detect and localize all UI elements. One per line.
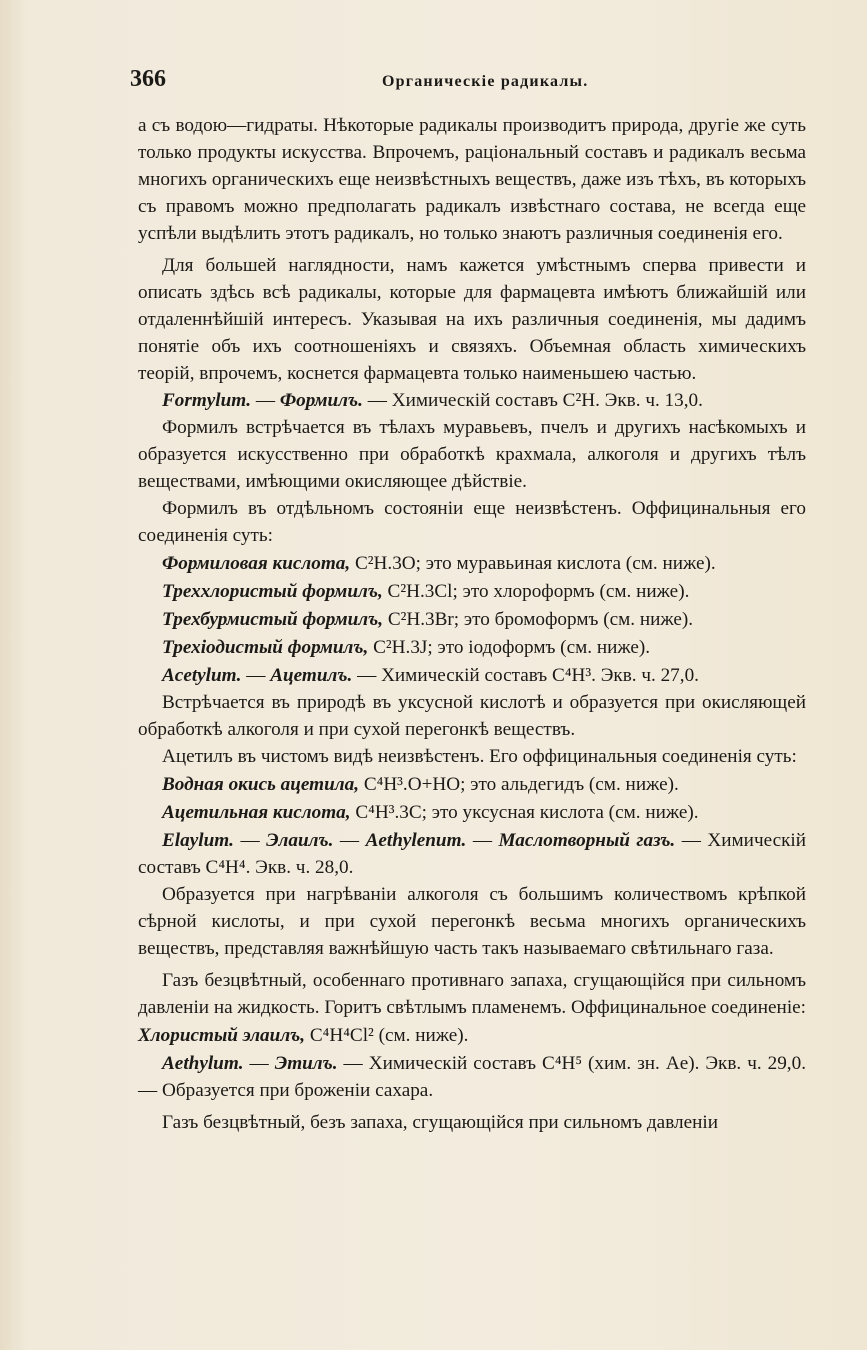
paragraph-2: Для большей наглядности, намъ кажется умѣстнымъ сперва привести и описать здѣсь всѣ радикалы, которые для фармацевта имѣютъ ближайшій или отдаленнѣйшій интересъ. Указывая на ихъ различныя соединенія, мы дадимъ понятіе объ ихъ соотношеніяхъ и связяхъ. Объемная область химическихъ теорій, впрочемъ, коснется фармацевта только наименьшею частью. <box>138 255 806 384</box>
formyl-russian: Формилъ. <box>279 390 363 411</box>
compound-item: Водная окись ацетила, C⁴H³.O+HO; это альдегидъ (см. ниже). <box>162 774 679 795</box>
compound-item: Треххлористый формилъ, C²H.3Cl; это хлороформъ (см. ниже). <box>162 581 690 602</box>
paragraph-1: а съ водою—гидраты. Нѣкоторые радикалы производитъ природа, другіе же суть только продукты искусства. Впрочемъ, раціональный составъ и радикалъ весьма многихъ органическихъ еще неизвѣстныхъ веществъ, даже изъ тѣхъ, въ которыхъ съ правомъ можно предполагать радикалъ извѣстнаго состава, не всегда еще успѣли выдѣлить этотъ радикалъ, но только знаютъ различныя соединенія его. <box>138 115 806 244</box>
page-number: 366 <box>130 66 166 92</box>
radical-acetyl: Acetylum. — Ацетилъ. — Химическій составъ C⁴H³. Экв. ч. 27,0. <box>162 665 699 686</box>
formyl-latin: Formylum. <box>162 390 252 411</box>
paragraph-7: Образуется при нагрѣваніи алкоголя съ большимъ количествомъ крѣпкой сѣрной кислоты, и при сухой перегонкѣ весьма многихъ органическихъ веществъ, представляя важнѣйшую часть такъ называемаго свѣтильнаго газа. <box>138 884 806 959</box>
compound-item: Трехіодистый формилъ, C²H.3J; это іодоформъ (см. ниже). <box>162 637 651 658</box>
paragraph-3: Формилъ встрѣчается въ тѣлахъ муравьевъ, пчелъ и другихъ насѣкомыхъ и образуется искусственно при обработкѣ крахмала, алкоголя и другихъ тѣлъ веществами, имѣющими окисляющее дѣйствіе. <box>138 417 806 492</box>
paragraph-8: Газъ безцвѣтный, особеннаго противнаго запаха, сгущающійся при сильномъ давленіи на жидкость. Горитъ свѣтлымъ пламенемъ. Оффицинальное соединеніе: <box>138 970 807 1018</box>
paragraph-4: Формилъ въ отдѣльномъ состояніи еще неизвѣстенъ. Оффицинальныя его соединенія суть: <box>138 498 806 546</box>
radical-formyl: Formylum. — Формилъ. — Химическій составъ C²H. Экв. ч. 13,0. <box>162 390 703 411</box>
paragraph-9: Газъ безцвѣтный, безъ запаха, сгущающійся при сильномъ давленіи <box>162 1112 718 1133</box>
compound-item: Формиловая кислота, C²H.3O; это муравьиная кислота (см. ниже). <box>162 553 716 574</box>
page-header <box>126 66 806 100</box>
running-head: Органическіе радикалы. <box>382 73 589 90</box>
paragraph-5: Встрѣчается въ природѣ въ уксусной кислотѣ и образуется при окисляющей обработкѣ алкоголя и при сухой перегонкѣ веществъ. <box>138 692 806 740</box>
compound-item: Ацетильная кислота, C⁴H³.3C; это уксусная кислота (см. ниже). <box>162 802 699 823</box>
radical-ethyl: Aethylum. — Этилъ. — Химическій составъ C⁴H⁵ (хим. зн. Ae). Экв. ч. 29,0. — Образуется при броженіи сахара. <box>138 1053 806 1101</box>
formyl-composition: — Химическій составъ C²H. Экв. ч. 13,0. <box>362 390 703 411</box>
page-body <box>138 112 806 1136</box>
paragraph-6: Ацетилъ въ чистомъ видѣ неизвѣстенъ. Его оффицинальныя соединенія суть: <box>162 746 797 767</box>
compound-item: Трехбурмистый формилъ, C²H.3Br; это бромоформъ (см. ниже). <box>162 609 694 630</box>
radical-elayl: Elaylum. — Элаилъ. — Aethylenum. — Маслотворный газъ. — Химическій составъ C⁴H⁴. Экв. ч. 28,0. <box>138 830 807 878</box>
compound-item: Хлористый элаилъ, C⁴H⁴Cl² (см. ниже). <box>138 1025 469 1046</box>
